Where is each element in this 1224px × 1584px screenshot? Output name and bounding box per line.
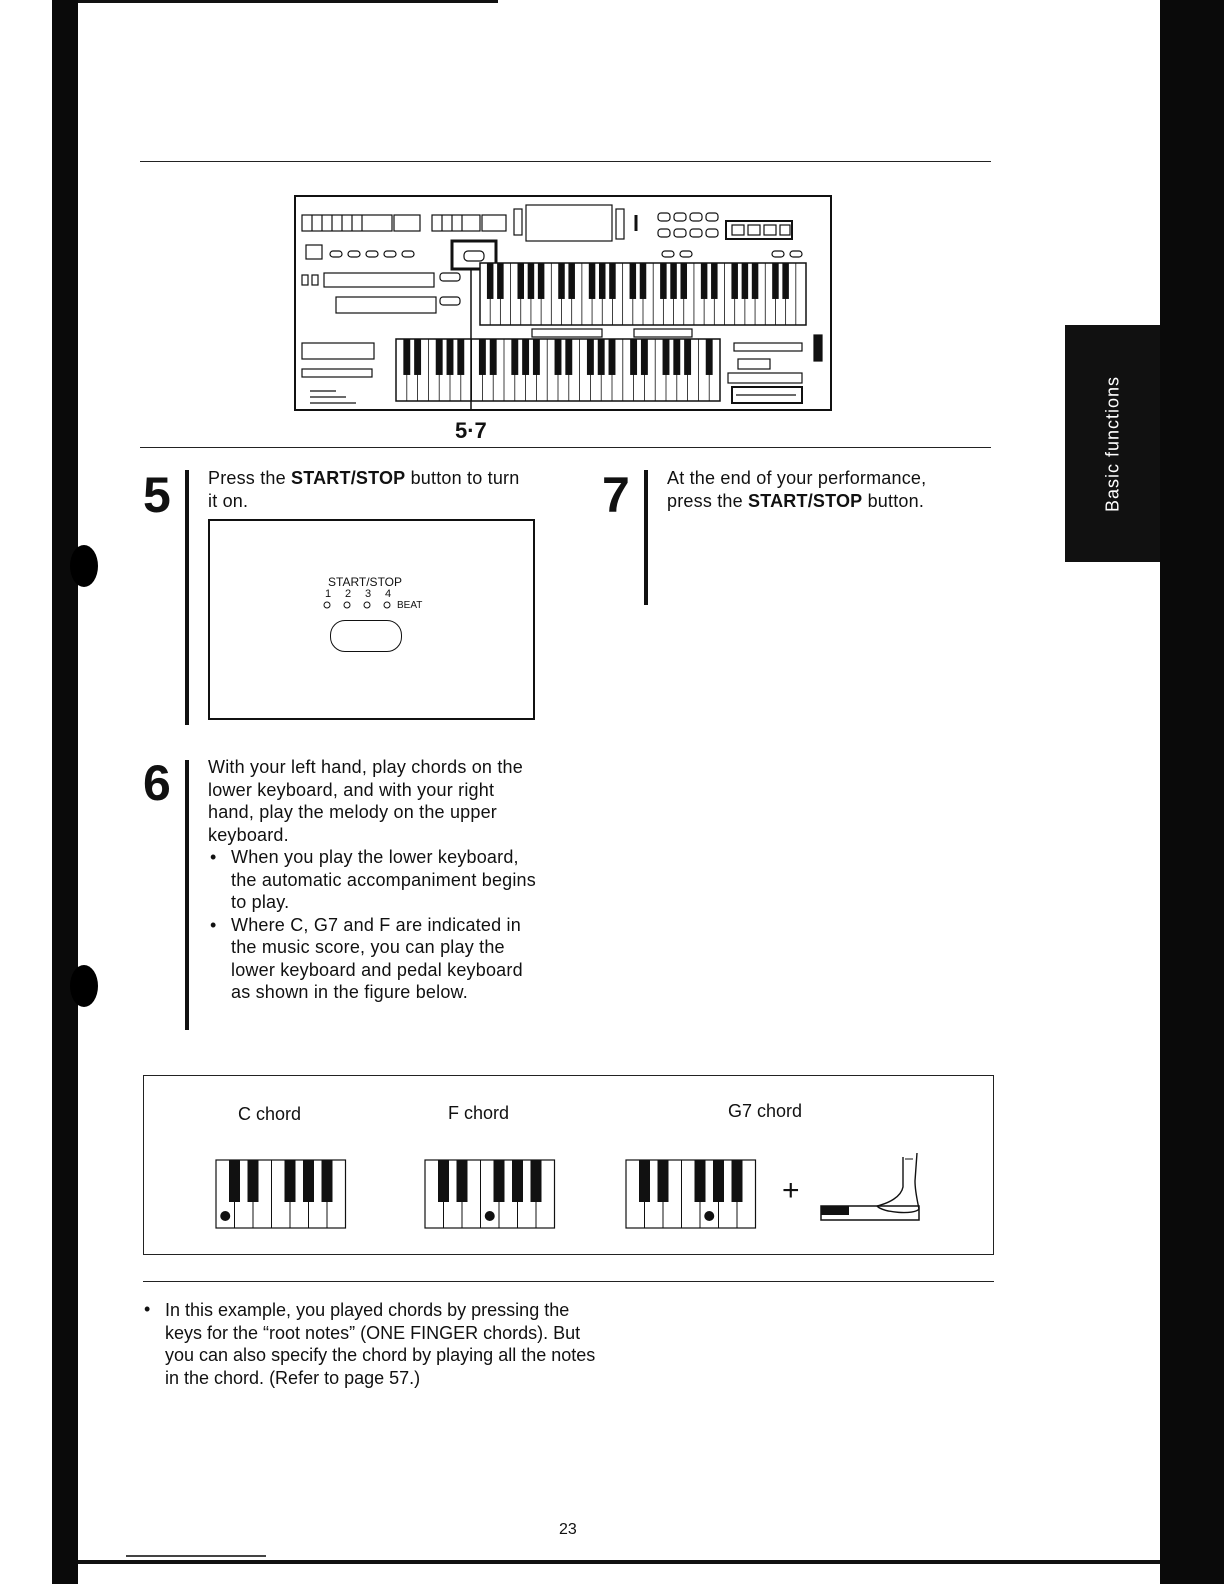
chord-label: G7 chord <box>728 1101 803 1121</box>
organ-panel-figure <box>294 195 832 411</box>
step-6-bullets <box>208 846 538 1004</box>
scan-bottom-mark <box>126 1555 266 1557</box>
step-6-text <box>208 756 538 1004</box>
top-rule <box>140 161 991 162</box>
list-item: • Where C, G7 and F are indicated in the music score, you can play the lower keyboard and pedal keyboard as shown in the figure below. <box>208 914 538 1004</box>
start-stop-panel-figure <box>208 519 535 720</box>
beat-indicators <box>323 588 453 618</box>
section-tab <box>1065 325 1160 562</box>
scan-top-line <box>78 0 498 3</box>
black-key <box>229 1160 240 1202</box>
punch-hole <box>70 965 98 1007</box>
bullet-icon: • <box>144 1299 151 1319</box>
beat-number: 3 <box>365 588 372 600</box>
chord-keyboard <box>211 1158 348 1232</box>
chord-label: F chord <box>448 1103 510 1123</box>
black-key <box>285 1160 296 1202</box>
step-5-text: Press the START/STOP button to turn it on. <box>208 468 520 511</box>
root-note-marker <box>485 1211 495 1221</box>
pedal-foot-icon <box>819 1151 924 1231</box>
beat-number: 4 <box>385 588 392 600</box>
black-key <box>494 1160 505 1202</box>
step-bar <box>185 470 189 725</box>
upper-keyboard <box>480 263 806 325</box>
figure-callout: 5·7 <box>455 418 487 443</box>
figure-rule <box>140 447 991 448</box>
step-6-paragraph: With your left hand, play chords on the lower keyboard, and with your right hand, play the melody on the upper keyboard. <box>208 757 523 845</box>
scan-right-border <box>1160 0 1224 1584</box>
step-number: 6 <box>143 755 171 811</box>
step-bar <box>644 470 648 605</box>
beat-label: BEAT <box>397 600 423 611</box>
step-number: 7 <box>602 467 630 523</box>
step-bar <box>185 760 189 1030</box>
black-key <box>732 1160 743 1202</box>
black-key <box>639 1160 650 1202</box>
organ-illustration <box>296 197 830 409</box>
root-note-marker <box>220 1211 230 1221</box>
scan-left-border <box>52 0 78 1584</box>
root-note-marker <box>704 1211 714 1221</box>
page-number: 23 <box>559 1521 577 1538</box>
section-tab-label: Basic functions <box>1102 375 1122 512</box>
chord-figure <box>143 1075 994 1255</box>
chord-keyboard <box>621 1158 758 1232</box>
black-key <box>457 1160 468 1202</box>
start-stop-button[interactable] <box>330 620 402 652</box>
list-item: • When you play the lower keyboard, the automatic accompaniment begins to play. <box>208 846 538 914</box>
chord-keyboard <box>420 1158 557 1232</box>
black-key <box>303 1160 314 1202</box>
black-key <box>658 1160 669 1202</box>
black-key <box>322 1160 333 1202</box>
plus-sign: + <box>782 1174 800 1207</box>
black-key <box>695 1160 706 1202</box>
step-number: 5 <box>143 467 171 523</box>
black-key <box>248 1160 259 1202</box>
start-stop-label: START/STOP <box>328 575 403 589</box>
note-text: In this example, you played chords by pressing the keys for the “root notes” (ONE FINGER chords). But you can also specify the chord by playing all the notes in the chord. (Refer to page 57.) <box>165 1300 596 1388</box>
chord-label: C chord <box>238 1104 302 1124</box>
beat-lamps <box>323 600 393 610</box>
scan-bottom-line <box>78 1560 1160 1564</box>
note-rule <box>143 1281 994 1282</box>
black-key <box>713 1160 724 1202</box>
punch-hole <box>70 545 98 587</box>
beat-number: 2 <box>345 588 352 600</box>
lower-keyboard <box>396 339 720 401</box>
beat-number: 1 <box>325 588 332 600</box>
black-key <box>531 1160 542 1202</box>
step-7-text: At the end of your performance, press the START/STOP button. <box>667 468 927 511</box>
black-key <box>438 1160 449 1202</box>
black-key <box>512 1160 523 1202</box>
